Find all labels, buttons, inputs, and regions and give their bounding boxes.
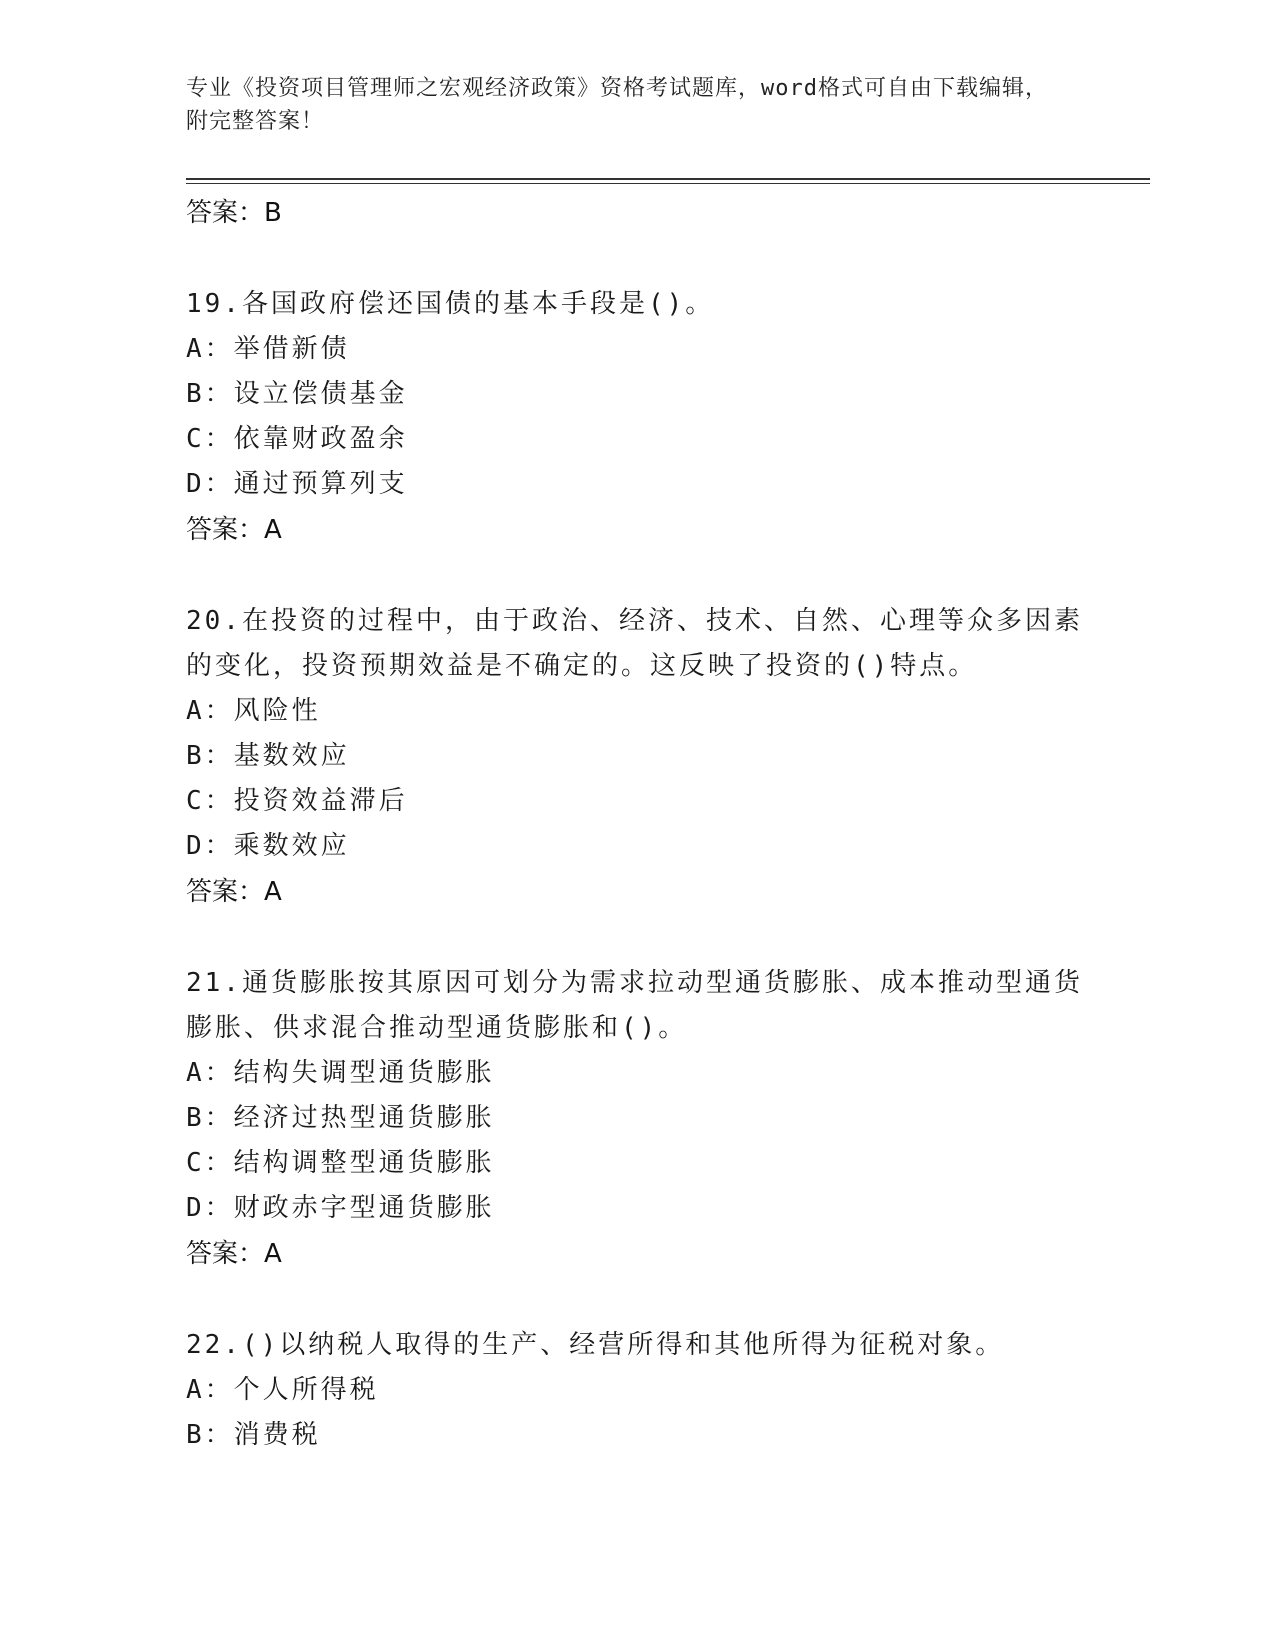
option-c: C：投资效益滞后 — [186, 786, 408, 816]
option-b: B：设立偿债基金 — [186, 379, 408, 409]
answer-line: 答案：B — [186, 198, 282, 228]
option-a: A：风险性 — [186, 696, 321, 726]
option-b: B：基数效应 — [186, 741, 350, 771]
answer-line: 答案：A — [186, 1239, 282, 1269]
option-d: D：乘数效应 — [186, 831, 350, 861]
option-a: A：结构失调型通货膨胀 — [186, 1058, 495, 1088]
option-b: B：消费税 — [186, 1420, 321, 1450]
question-stem-line: 21.通货膨胀按其原因可划分为需求拉动型通货膨胀、成本推动型通货 — [186, 968, 1083, 998]
option-a: A：个人所得税 — [186, 1375, 379, 1405]
option-b: B：经济过热型通货膨胀 — [186, 1103, 495, 1133]
question-list — [186, 190, 1086, 1458]
answer-line: 答案：A — [186, 515, 282, 545]
header-divider-thin — [186, 183, 1150, 184]
question-stem-line: 的变化，投资预期效益是不确定的。这反映了投资的()特点。 — [186, 651, 978, 681]
option-c: C：依靠财政盈余 — [186, 424, 408, 454]
question-stem-line: 膨胀、供求混合推动型通货膨胀和()。 — [186, 1013, 688, 1043]
option-d: D：财政赤字型通货膨胀 — [186, 1193, 495, 1223]
question-stem: 19.各国政府偿还国债的基本手段是()。 — [186, 289, 715, 319]
question-stem-line: 20.在投资的过程中，由于政治、经济、技术、自然、心理等众多因素 — [186, 606, 1083, 636]
option-a: A：举借新债 — [186, 334, 350, 364]
question-stem: 22.()以纳税人取得的生产、经营所得和其他所得为征税对象。 — [186, 1330, 1005, 1360]
header-divider — [186, 178, 1150, 180]
answer-line: 答案：A — [186, 877, 282, 907]
option-d: D：通过预算列支 — [186, 469, 408, 499]
document-header: 专业《投资项目管理师之宏观经济政策》资格考试题库，word格式可自由下载编辑，附完整答案！ — [186, 76, 1048, 134]
option-c: C：结构调整型通货膨胀 — [186, 1148, 495, 1178]
